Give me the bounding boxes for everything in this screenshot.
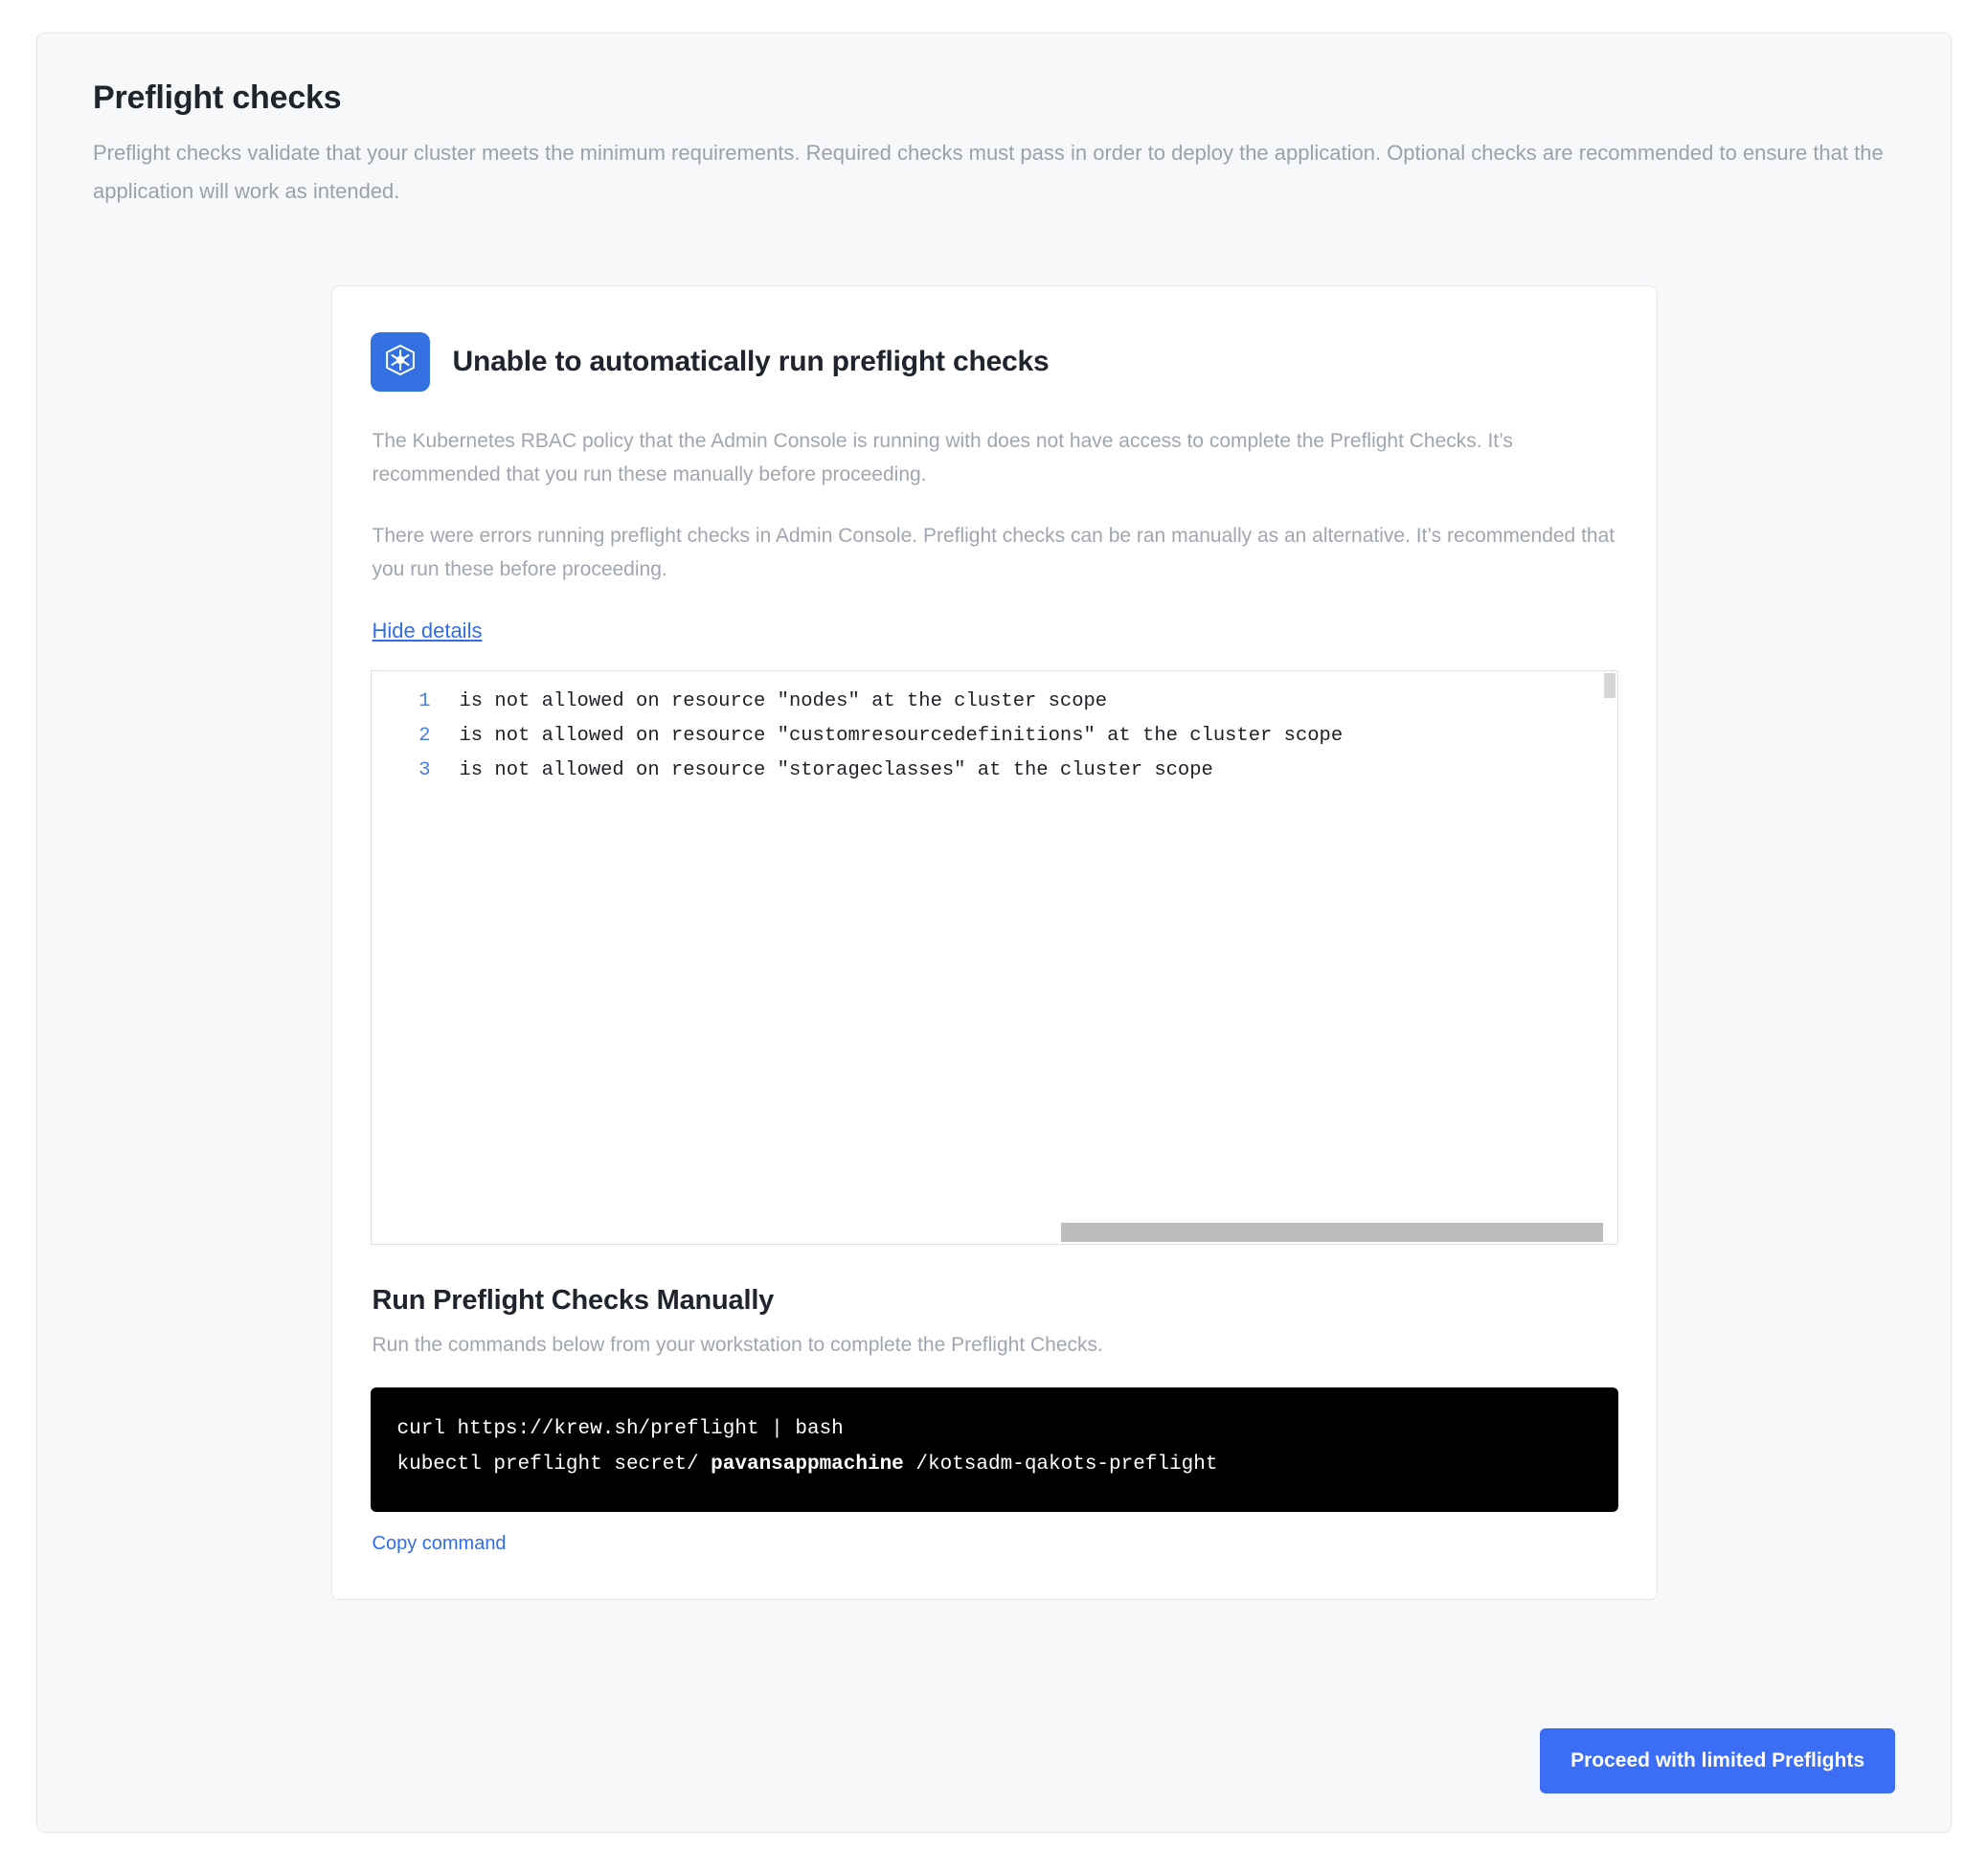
log-line [372, 719, 1617, 754]
preflight-panel [36, 33, 1952, 1833]
manual-section-subtitle: Run the commands below from your workstation to complete the Preflight Checks. [372, 1334, 1103, 1357]
line-number: 1 [418, 690, 431, 713]
command-line-1: curl https://krew.sh/preflight | bash [396, 1418, 844, 1441]
error-log-viewer[interactable] [371, 670, 1618, 1245]
horizontal-scrollbar-track[interactable] [372, 1223, 1604, 1242]
line-number: 3 [418, 759, 431, 782]
card-paragraph-1: The Kubernetes RBAC policy that the Admin Console is running with does not have access to complete the Preflight Checks. It’s recommended that you run these manually before proceeding. [372, 430, 1513, 486]
page-title: Preflight checks [93, 79, 342, 116]
line-number: 2 [418, 725, 431, 748]
footer-actions [1540, 1728, 1895, 1793]
command-namespace: pavansappmachine [711, 1453, 904, 1476]
hide-details-link[interactable]: Hide details [372, 619, 483, 643]
horizontal-scrollbar-thumb[interactable] [1061, 1223, 1603, 1242]
kubernetes-icon [371, 332, 430, 392]
line-text: is not allowed on resource "storageclasses" at the cluster scope [459, 759, 1213, 782]
card-header [371, 332, 1618, 392]
manual-section-title: Run Preflight Checks Manually [372, 1285, 775, 1317]
log-line [372, 754, 1617, 788]
command-block[interactable] [371, 1387, 1618, 1512]
page-subtitle: Preflight checks validate that your cluster meets the minimum requirements. Required checks must pass in order to deploy the application. Optional checks are recommended to ensure that the application will work as intended. [93, 141, 1884, 204]
line-text: is not allowed on resource "nodes" at the cluster scope [459, 690, 1108, 713]
log-line [372, 685, 1617, 719]
card-title: Unable to automatically run preflight checks [452, 346, 1050, 378]
copy-command-link[interactable]: Copy command [372, 1532, 507, 1554]
command-suffix: /kotsadm-qakots-preflight [903, 1453, 1218, 1476]
vertical-scrollbar[interactable] [1604, 673, 1615, 698]
preflight-error-card [331, 285, 1658, 1600]
line-text: is not allowed on resource "customresourcedefinitions" at the cluster scope [459, 725, 1344, 748]
error-log-lines [372, 671, 1617, 788]
command-prefix: kubectl preflight secret/ [396, 1453, 712, 1476]
card-paragraph-2: There were errors running preflight checks in Admin Console. Preflight checks can be ran manually as an alternative. It’s recommended that you run these before proceeding. [372, 524, 1615, 580]
command-line-2 [397, 1448, 1592, 1483]
proceed-with-limited-preflights-button[interactable]: Proceed with limited Preflights [1540, 1728, 1895, 1793]
